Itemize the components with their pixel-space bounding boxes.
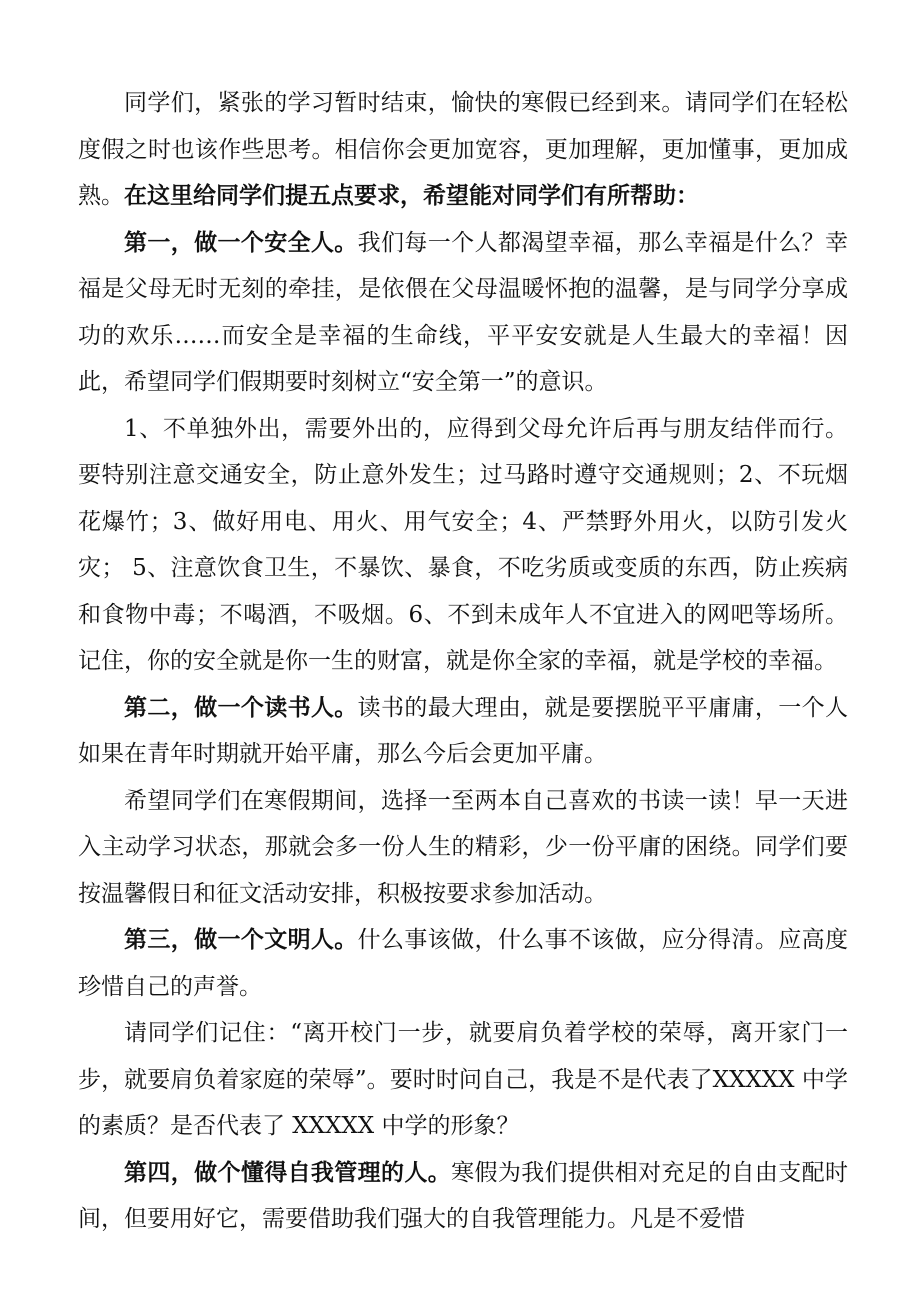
paragraph-reminder [78,1010,848,1150]
paragraph-bold-tail: 在这里给同学们提五点要求，希望能对同学们有所帮助： [124,182,699,209]
document-body [78,80,848,1243]
paragraph-text: 请同学们记住：“离开校门一步，就要肩负着学校的荣辱，离开家门一步，就要肩负着家庭的荣辱”。要时时问自己，我是不是代表了XXXXX 中学的素质？是否代表了 XXXXX 中学的形象？ [78,1020,848,1139]
paragraph-heading: 第一，做一个安全人。 [124,228,358,256]
paragraph-text: 希望同学们在寒假期间，选择一至两本自己喜欢的书读一读！早一天进入主动学习状态，那就会多一份人生的精彩，少一份平庸的困绕。同学们要按温馨假日和征文活动安排，积极按要求参加活动。 [78,787,848,907]
paragraph-text: 寒假为我们提供相对充足的自由支配时间，但要用好它，需要借助我们强大的自我管理能力。凡是不爱惜 [78,1159,849,1232]
paragraph-point-one [78,220,848,406]
paragraph-reading [78,778,848,918]
paragraph-text: 我们每一个人都渴望幸福，那么幸福是什么？幸福是父母无时无刻的牵挂，是依偎在父母温暖怀抱的温馨，是与同学分享成功的欢乐……而安全是幸福的生命线，平平安安就是人生最大的幸福！因此，希望同学们假期要时刻树立“安全第一”的意识。 [78,229,849,395]
paragraph-point-four [78,1150,848,1243]
paragraph-text: 什么事该做，什么事不该做，应分得清。应高度珍惜自己的声誉。 [78,927,849,1000]
paragraph-heading: 第四，做个懂得自我管理的人。 [124,1158,452,1186]
paragraph-heading: 第二，做一个读书人。 [124,693,358,721]
paragraph-text: 同学们，紧张的学习暂时结束，愉快的寒假已经到来。请同学们在轻松度假之时也该作些思考。相信你会更加宽容，更加理解，更加懂事，更加成熟。 [78,90,848,209]
paragraph-point-two [78,685,848,778]
paragraph-heading: 第三，做一个文明人。 [124,926,358,953]
paragraph-safety-list [78,406,848,685]
paragraph-intro [78,80,848,220]
paragraph-text: 读书的最大理由，就是要摆脱平平庸庸，一个人如果在青年时期就开始平庸，那么今后会更加平庸。 [78,694,849,767]
paragraph-point-three [78,917,848,1010]
paragraph-text: 1、不单独外出，需要外出的，应得到父母允许后再与朋友结伴而行。要特别注意交通安全，防止意外发生；过马路时遵守交通规则；2、不玩烟花爆竹；3、做好用电、用火、用气安全；4、严禁野外用火，以防引发火灾； 5、注意饮食卫生，不暴饮、暴食，不吃劣质或变质的东西，防止疾病和食物中毒；不喝酒，不吸烟。6、不到未成年人不宜进入的网吧等场所。记住，你的安全就是你一生的财富，就是你全家的幸福，就是学校的幸福。 [78,415,848,674]
